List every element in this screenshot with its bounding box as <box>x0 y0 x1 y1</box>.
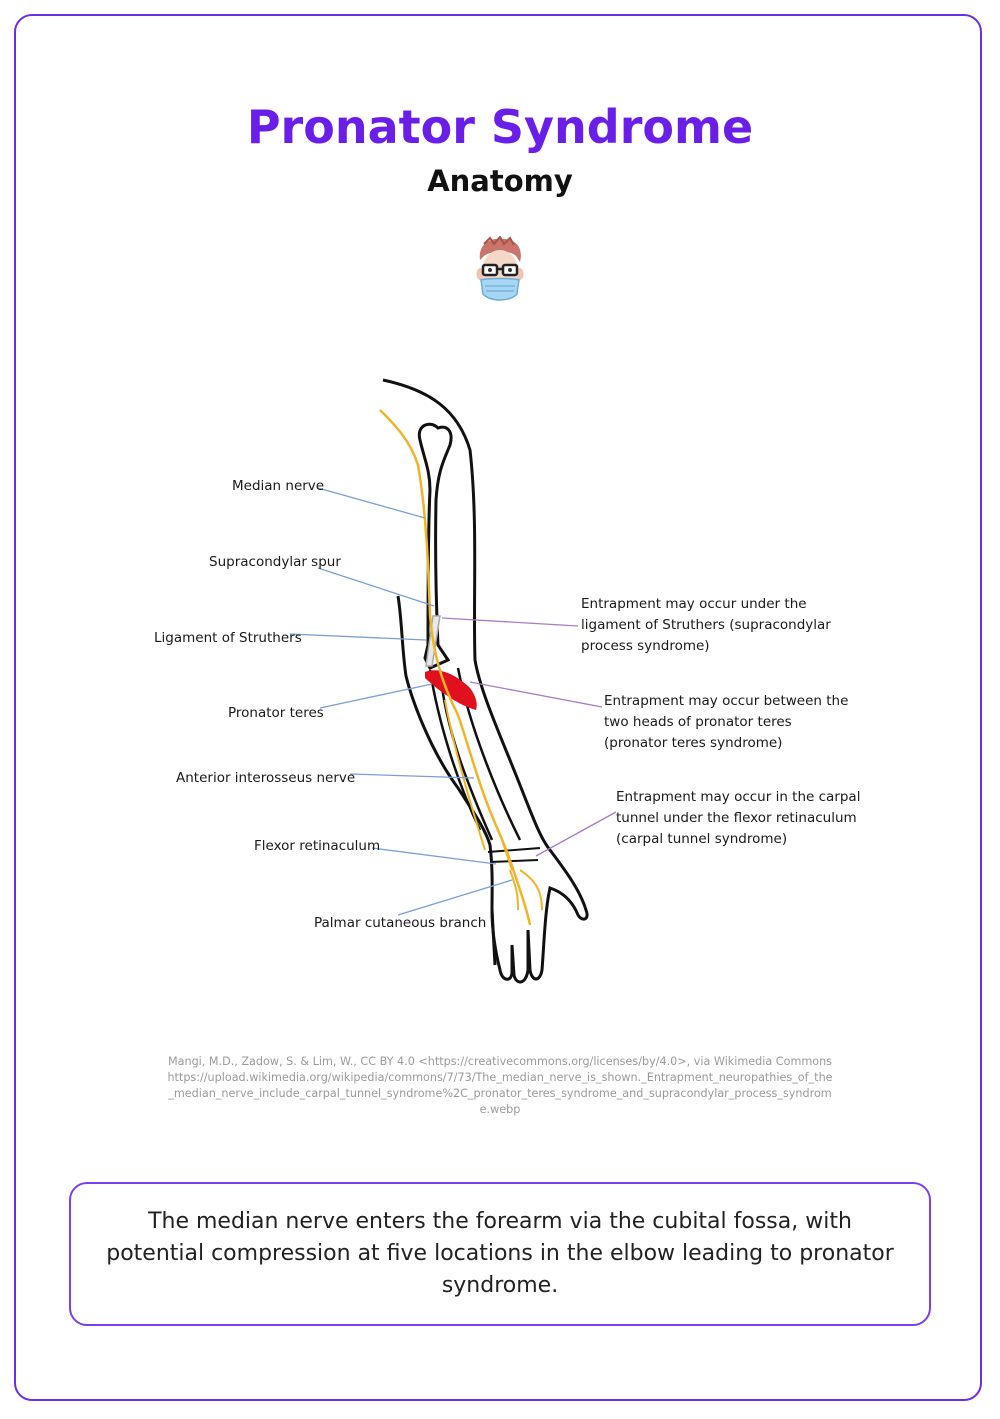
label-carpal-entrapment-1: Entrapment may occur in the carpal <box>616 789 860 805</box>
label-struthers-entrapment-2: ligament of Struthers (supracondylar <box>581 617 831 633</box>
arm-outline-lateral <box>383 380 587 979</box>
label-pronator-entrapment-3: (pronator teres syndrome) <box>604 735 783 751</box>
flexor-retinaculum-mark <box>488 848 540 862</box>
label-flexor-retinaculum: Flexor retinaculum <box>254 838 381 854</box>
page-title: Pronator Syndrome <box>246 100 754 154</box>
label-pronator-teres: Pronator teres <box>228 705 324 721</box>
page-subtitle: Anatomy <box>427 164 573 198</box>
info-text: The median nerve enters the forearm via the cubital fossa, with potential compression at five locations in the elbow leading to pronator syndrome. <box>106 1209 894 1298</box>
label-supracondylar-spur: Supracondylar spur <box>209 554 341 570</box>
doctor-avatar-icon <box>470 236 530 308</box>
label-pronator-entrapment-2: two heads of pronator teres <box>604 714 792 730</box>
arm-anatomy-diagram <box>140 370 860 1000</box>
info-box <box>69 1182 931 1326</box>
label-pronator-entrapment-1: Entrapment may occur between the <box>604 693 849 709</box>
label-ligament-of-struthers: Ligament of Struthers <box>154 630 302 646</box>
hand-fingers <box>492 910 528 982</box>
label-palmar-cutaneous-branch: Palmar cutaneous branch <box>314 915 487 931</box>
label-anterior-interosseus-nerve: Anterior interosseus nerve <box>176 770 356 786</box>
median-nerve-path <box>380 410 530 925</box>
label-carpal-entrapment-3: (carpal tunnel syndrome) <box>616 831 788 847</box>
image-citation: Mangi, M.D., Zadow, S. & Lim, W., CC BY 4.0 <https://creativecommons.org/licenses/by/4.0>, via Wikimedia Commonshttps://upload.wikimedia.org/wikipedia/commons/7/73/The_median_nerve_is_shown._Entrapment_neuropathies_of_the_median_nerve_include_carpal_tunnel_syndrome%2C_pronator_teres_syndrome_and_supracondylar_process_syndrome.webp <box>167 1055 833 1116</box>
label-struthers-entrapment-3: process syndrome) <box>581 638 710 654</box>
label-carpal-entrapment-2: tunnel under the flexor retinaculum <box>616 810 857 826</box>
label-median-nerve: Median nerve <box>232 478 325 494</box>
label-struthers-entrapment-1: Entrapment may occur under the <box>581 596 807 612</box>
